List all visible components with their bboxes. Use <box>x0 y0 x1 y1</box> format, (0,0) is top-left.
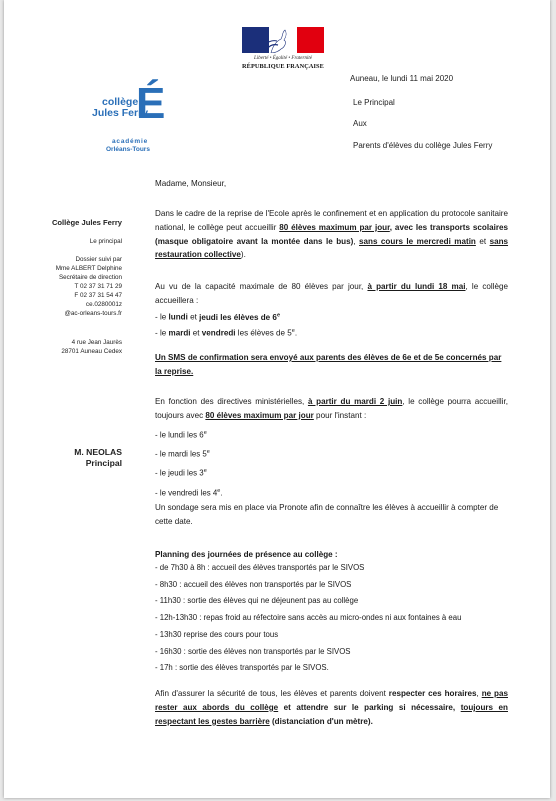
logo-letter: É <box>136 79 166 128</box>
list-item: - le mardi les 5e <box>155 449 210 459</box>
letter-date: Auneau, le lundi 11 mai 2020 <box>350 74 454 83</box>
sidebar-role: Le principal <box>89 238 122 245</box>
file-role: Secrétaire de direction <box>58 274 122 281</box>
list-item: - le vendredi les 4e. <box>155 487 223 498</box>
school-code: ce.0280001z <box>85 301 122 308</box>
aux-label: Aux <box>353 119 367 128</box>
marianne-logo <box>241 27 325 70</box>
paragraph-reprise: Dans le cadre de la reprise de l'Ecole après le confinement et en application du protocole sanitaire national, le collège peut accueillir 80 élèves maximum par jour, avec les transports scolaires (masque obligatoire avant la montée dans le bus), sans cours le mercredi matin et sans restauration collective). <box>155 209 509 260</box>
sidebar-college: Collège Jules Ferry <box>51 218 122 227</box>
logo-academie-city: Orléans-Tours <box>106 146 150 153</box>
greeting: Madame, Monsieur, <box>155 179 227 188</box>
list-item: - le mardi et vendredi les élèves de 5e. <box>155 328 298 338</box>
signatory-title: Principal <box>85 458 122 468</box>
list-item: - le lundi les 6e <box>155 430 207 440</box>
sms-notice: Un SMS de confirmation sera envoyé aux parents des élèves de 6e et de 5e concernés par la reprise. <box>155 353 502 376</box>
fax-number: F 02 37 31 54 47 <box>74 292 122 299</box>
list-item: - 17h : sortie des élèves transportés par le SIVOS. <box>155 663 329 673</box>
file-label: Dossier suivi par <box>75 256 122 263</box>
sidebar-address <box>44 338 122 356</box>
survey-paragraph: Un sondage sera mis en place via Pronote afin de connaître les élèves à accueillir à compter de cette date. <box>155 503 499 526</box>
signature-block <box>44 447 122 469</box>
logo-academie: académie <box>112 138 149 145</box>
tricolor-flag-icon <box>242 27 324 53</box>
list-item: - 16h30 : sortie des élèves non transportés par le SIVOS <box>155 646 351 656</box>
list-item: - 13h30 reprise des cours pour tous <box>155 629 279 639</box>
college-logo <box>76 79 176 162</box>
planning-list <box>155 560 461 677</box>
recipient: Parents d'élèves du collège Jules Ferry <box>353 141 493 150</box>
sidebar-contact <box>44 255 122 318</box>
file-person: Mme ALBERT Delphine <box>55 265 122 272</box>
republic-motto: Liberté • Égalité • Fraternité <box>254 56 312 61</box>
paragraph-capacity: Au vu de la capacité maximale de 80 élèves par jour, à partir du lundi 18 mai, le collège accueillera : <box>155 282 508 305</box>
phone-number: T 02 37 31 71 29 <box>74 283 122 290</box>
address-city: 28701 Auneau Cedex <box>61 348 122 355</box>
logo-college: collège <box>102 96 139 108</box>
email-domain: @ac-orleans-tours.fr <box>64 310 122 317</box>
sender: Le Principal <box>353 98 395 107</box>
letter-page <box>4 0 550 798</box>
list-item: - 11h30 : sortie des élèves qui ne déjeunent pas au collège <box>155 596 359 606</box>
list-item: - le lundi et jeudi les élèves de 6e <box>155 312 280 322</box>
list-item: - de 7h30 à 8h : accueil des élèves transportés par le SIVOS <box>155 563 365 572</box>
june-list <box>155 425 223 502</box>
list-item: - 12h-13h30 : repas froid au réfectoire sans accès au micro-ondes ni aux fontaines à eau <box>155 613 462 623</box>
paragraph-june: En fonction des directives ministérielles, à partir du mardi 2 juin, le collège pourra accueillir, toujours avec 80 élèves maximum par jour pour l'instant : <box>155 397 508 420</box>
signatory-name: M. NEOLAS <box>74 447 122 457</box>
address-street: 4 rue Jean Jaurès <box>71 339 122 346</box>
logo-name: Jules Ferry <box>92 107 149 119</box>
final-paragraph: Afin d'assurer la sécurité de tous, les élèves et parents doivent respecter ces horaires, ne pas rester aux abords du collège et attendre sur le parking si nécessaire, toujours en respectant les gestes barrière (distanciation d'un mètre). <box>155 689 508 726</box>
list-item: - le jeudi les 3e <box>155 468 207 479</box>
republique-francaise: RÉPUBLIQUE FRANÇAISE <box>242 63 324 70</box>
planning-title: Planning des journées de présence au collège : <box>155 550 338 559</box>
list-item: - 8h30 : accueil des élèves non transportés par le SIVOS <box>155 579 352 589</box>
